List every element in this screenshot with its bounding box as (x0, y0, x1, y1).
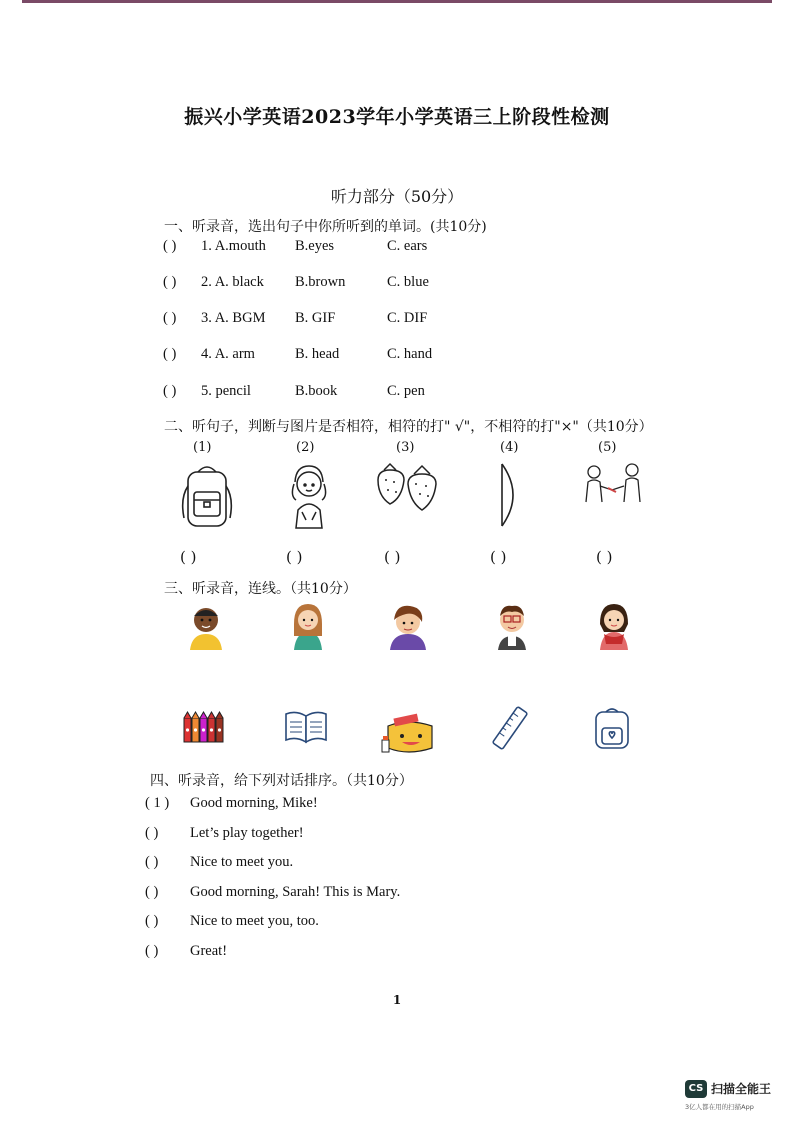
dialogue-text: Good morning, Sarah! This is Mary. (190, 884, 401, 900)
option-c: C. ears (387, 238, 428, 254)
dialogue-text: Nice to meet you. (190, 854, 294, 870)
camscanner-logo-icon: CS (685, 1080, 707, 1098)
dialogue-line (145, 795, 318, 812)
option-a: 3. A. BGM (201, 310, 266, 326)
answer-paren[interactable]: ( ) (163, 383, 177, 399)
picture-label: (5) (598, 440, 617, 455)
section4-heading: 四、听录音，给下列对话排序。（共10分） (150, 773, 413, 789)
girl-red-scarf (594, 602, 634, 650)
dialogue-text: Great! (190, 943, 228, 959)
option-c: C. hand (387, 346, 433, 362)
answer-paren[interactable]: ( ) (163, 310, 177, 326)
order-paren[interactable]: ( 1 ) (145, 795, 170, 811)
option-c: C. blue (387, 274, 429, 290)
section3-heading: 三、听录音，连线。（共10分） (164, 581, 357, 597)
dialogue-line (145, 884, 400, 901)
dialogue-text: Good morning, Mike! (190, 795, 318, 811)
option-a: 1. A.mouth (201, 238, 266, 254)
boy-yellow-shirt (184, 602, 228, 650)
girl-teal-dress (288, 602, 328, 650)
answer-paren[interactable]: ( ) (490, 548, 507, 566)
dialogue-text: Nice to meet you, too. (190, 913, 319, 929)
dialogue-line (145, 913, 319, 930)
option-b: B.brown (295, 274, 346, 290)
scanner-app-name: 扫描全能王 (711, 1082, 772, 1096)
answer-paren[interactable]: ( ) (286, 548, 303, 566)
girl-drawing (284, 460, 334, 530)
dialogue-line (145, 825, 304, 842)
scanner-slogan: 3亿人都在用的扫描App (685, 1103, 754, 1111)
option-b: B. head (295, 346, 340, 362)
option-a: 2. A. black (201, 274, 264, 290)
order-paren[interactable]: ( ) (145, 825, 159, 841)
answer-paren[interactable]: ( ) (596, 548, 613, 566)
listening-subtitle: 听力部分（50分） (330, 187, 464, 206)
option-c: C. pen (387, 383, 425, 399)
answer-paren[interactable]: ( ) (384, 548, 401, 566)
option-b: B.eyes (295, 238, 335, 254)
question-row (163, 238, 463, 258)
school-bag (592, 706, 632, 750)
option-a: 4. A. arm (201, 346, 255, 362)
page-title: 振兴小学英语2023学年小学英语三上阶段性检测 (184, 106, 610, 128)
order-paren[interactable]: ( ) (145, 854, 159, 870)
order-paren[interactable]: ( ) (145, 943, 159, 959)
strawberries-drawing (374, 460, 442, 512)
picture-label: (4) (500, 440, 519, 455)
question-row (163, 274, 463, 294)
question-row (163, 383, 463, 403)
answer-paren[interactable]: ( ) (180, 548, 197, 566)
section2-heading: 二、听句子，判断与图片是否相符，相符的打" √"，不相符的打"×"（共10分） (164, 419, 653, 435)
dialogue-line (145, 943, 227, 960)
answer-paren[interactable]: ( ) (163, 238, 177, 254)
picture-label: (2) (296, 440, 315, 455)
open-book (284, 710, 328, 744)
order-paren[interactable]: ( ) (145, 884, 159, 900)
bow-drawing (494, 460, 524, 530)
backpack-drawing (176, 462, 238, 530)
page-number: 1 (392, 993, 402, 1007)
option-c: C. DIF (387, 310, 428, 326)
picture-label: (3) (396, 440, 415, 455)
option-b: B.book (295, 383, 338, 399)
answer-paren[interactable]: ( ) (163, 346, 177, 362)
option-b: B. GIF (295, 310, 336, 326)
question-row (163, 346, 463, 366)
dialogue-line (145, 854, 293, 871)
section1-heading: 一、听录音，选出句子中你所听到的单词。(共10分) (164, 219, 487, 235)
boy-purple-shirt (386, 602, 430, 650)
order-paren[interactable]: ( ) (145, 913, 159, 929)
pencil-case (380, 712, 436, 754)
crayons (182, 710, 224, 744)
man-glasses (492, 600, 532, 650)
scanner-watermark (685, 1080, 789, 1114)
answer-paren[interactable]: ( ) (163, 274, 177, 290)
people-greeting-drawing (578, 462, 648, 506)
ruler (492, 706, 528, 750)
top-border (22, 0, 772, 3)
dialogue-text: Let’s play together! (190, 825, 304, 841)
option-a: 5. pencil (201, 383, 251, 399)
question-row (163, 310, 463, 330)
picture-label: (1) (193, 440, 212, 455)
